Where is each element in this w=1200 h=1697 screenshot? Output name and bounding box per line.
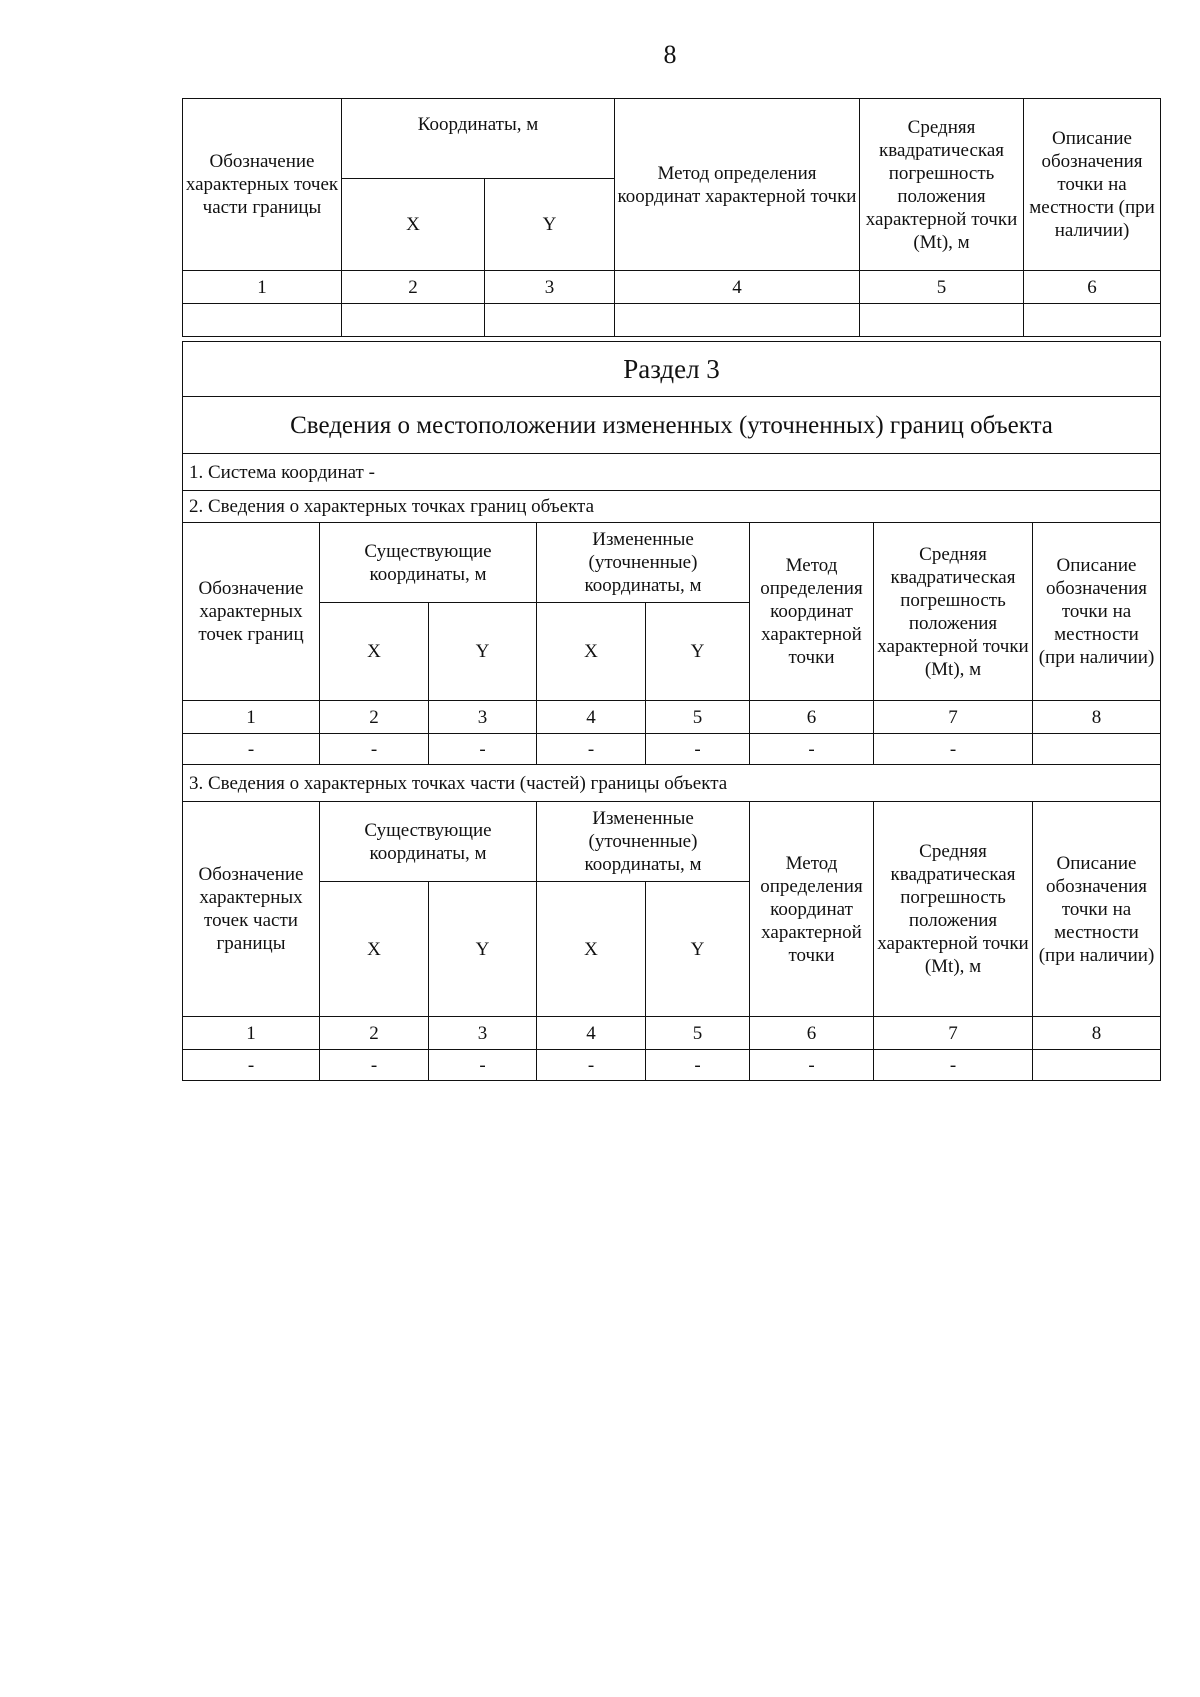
header-error: Средняя квадратическая погрешность положения характерной точки (Mt), м xyxy=(874,523,1033,701)
table-cell: - xyxy=(537,1050,646,1081)
header-description: Описание обозначения точки на местности (при наличии) xyxy=(1024,99,1161,271)
header-y: Y xyxy=(646,603,750,701)
page-number: 8 xyxy=(663,40,677,69)
table-cell xyxy=(1033,1050,1161,1081)
column-number: 6 xyxy=(1024,271,1161,304)
table-row xyxy=(183,1050,1161,1081)
header-y: Y xyxy=(429,882,537,1017)
table-cell: - xyxy=(183,1050,320,1081)
table-cell: - xyxy=(429,734,537,765)
table-cell: - xyxy=(320,1050,429,1081)
column-number: 1 xyxy=(183,1017,320,1050)
header-y: Y xyxy=(646,882,750,1017)
header-description: Описание обозначения точки на местности (при наличии) xyxy=(1033,523,1161,701)
table-cell: - xyxy=(646,1050,750,1081)
header-error: Средняя квадратическая погрешность положения характерной точки (Mt), м xyxy=(874,802,1033,1017)
table-cell: - xyxy=(183,734,320,765)
header-y: Y xyxy=(485,179,615,271)
table-row xyxy=(183,304,1161,337)
table-cell: - xyxy=(537,734,646,765)
column-number: 1 xyxy=(183,701,320,734)
header-designation: Обозначение характерных точек части границы xyxy=(183,802,320,1017)
column-number: 5 xyxy=(860,271,1024,304)
header-x: X xyxy=(342,179,485,271)
header-x: X xyxy=(537,882,646,1017)
header-changed-coordinates: Измененные (уточненные) координаты, м xyxy=(537,802,750,882)
column-number: 7 xyxy=(874,701,1033,734)
header-x: X xyxy=(320,882,429,1017)
header-method: Метод определения координат характерной точки xyxy=(615,99,860,271)
table-cell xyxy=(615,304,860,337)
table-cell: - xyxy=(320,734,429,765)
header-existing-coordinates: Существующие координаты, м xyxy=(320,523,537,603)
section-title: Раздел 3 xyxy=(183,342,1161,397)
table-cell xyxy=(342,304,485,337)
header-error: Средняя квадратическая погрешность положения характерной точки (Mt), м xyxy=(860,99,1024,271)
boundary-part-points-table xyxy=(182,98,1161,337)
column-number: 6 xyxy=(750,1017,874,1050)
header-method: Метод определения координат характерной точки xyxy=(750,802,874,1017)
column-number: 5 xyxy=(646,1017,750,1050)
column-number: 3 xyxy=(485,271,615,304)
column-numbers-row xyxy=(183,271,1161,304)
table-cell: - xyxy=(429,1050,537,1081)
parts-heading: 3. Сведения о характерных точках части (частей) границы объекта xyxy=(183,765,1161,802)
header-coordinates: Координаты, м xyxy=(342,99,615,179)
column-number: 3 xyxy=(429,701,537,734)
table-cell xyxy=(1024,304,1161,337)
table-row xyxy=(183,734,1161,765)
header-designation: Обозначение характерных точек границ xyxy=(183,523,320,701)
column-number: 4 xyxy=(537,1017,646,1050)
column-number: 5 xyxy=(646,701,750,734)
table-cell xyxy=(1033,734,1161,765)
header-x: X xyxy=(537,603,646,701)
column-number: 8 xyxy=(1033,1017,1161,1050)
table-cell: - xyxy=(646,734,750,765)
header-description: Описание обозначения точки на местности (при наличии) xyxy=(1033,802,1161,1017)
points-heading: 2. Сведения о характерных точках границ объекта xyxy=(183,491,1161,523)
column-number: 4 xyxy=(537,701,646,734)
column-number: 6 xyxy=(750,701,874,734)
header-y: Y xyxy=(429,603,537,701)
header-changed-coordinates: Измененные (уточненные) координаты, м xyxy=(537,523,750,603)
column-numbers-row xyxy=(183,701,1161,734)
table-cell: - xyxy=(874,1050,1033,1081)
table-cell: - xyxy=(750,734,874,765)
table-cell: - xyxy=(874,734,1033,765)
column-number: 1 xyxy=(183,271,342,304)
table-cell xyxy=(485,304,615,337)
table-cell: - xyxy=(750,1050,874,1081)
table-cell xyxy=(183,304,342,337)
column-number: 4 xyxy=(615,271,860,304)
section-subtitle: Сведения о местоположении измененных (уточненных) границ объекта xyxy=(183,397,1161,454)
column-number: 2 xyxy=(320,701,429,734)
coordinate-system-line: 1. Система координат - xyxy=(183,454,1161,491)
header-method: Метод определения координат характерной точки xyxy=(750,523,874,701)
column-number: 8 xyxy=(1033,701,1161,734)
section-3-table xyxy=(182,341,1161,1081)
header-designation: Обозначение характерных точек части границы xyxy=(183,99,342,271)
column-numbers-row xyxy=(183,1017,1161,1050)
column-number: 2 xyxy=(342,271,485,304)
column-number: 2 xyxy=(320,1017,429,1050)
header-existing-coordinates: Существующие координаты, м xyxy=(320,802,537,882)
column-number: 3 xyxy=(429,1017,537,1050)
table-cell xyxy=(860,304,1024,337)
header-x: X xyxy=(320,603,429,701)
column-number: 7 xyxy=(874,1017,1033,1050)
